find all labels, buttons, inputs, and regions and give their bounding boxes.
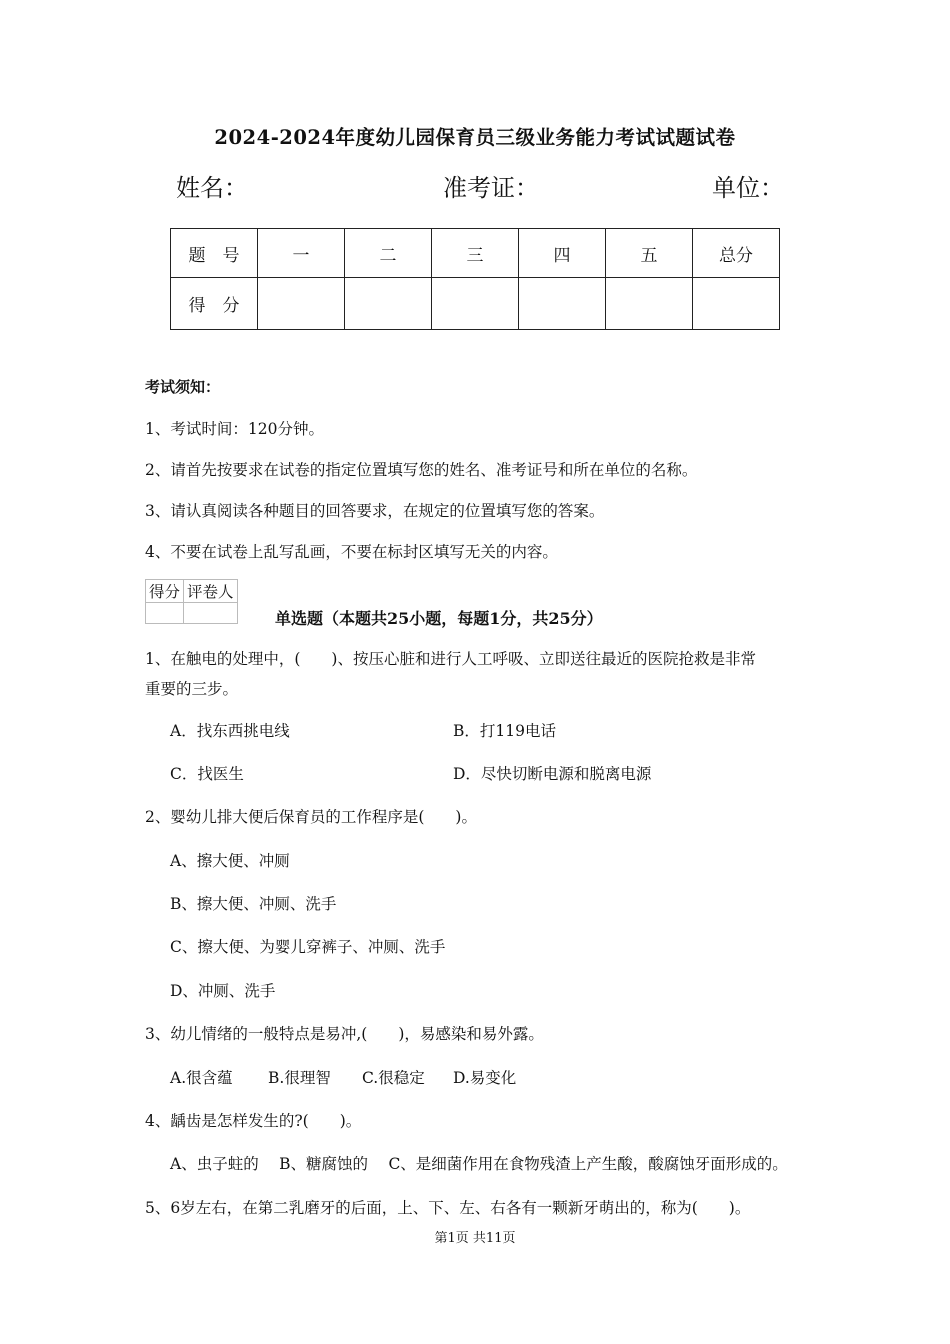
score-table bbox=[170, 228, 780, 330]
score-cell[interactable] bbox=[345, 278, 432, 330]
note-item: 4、不要在试卷上乱写乱画，不要在标封区填写无关的内容。 bbox=[145, 543, 558, 561]
note-item: 3、请认真阅读各种题目的回答要求，在规定的位置填写您的答案。 bbox=[145, 502, 605, 520]
score-cell[interactable] bbox=[693, 278, 780, 330]
score-header-cell: 四 bbox=[519, 229, 606, 278]
exam-number-field-label: 准考证： bbox=[443, 174, 539, 202]
score-cell[interactable] bbox=[432, 278, 519, 330]
grader-score-cell[interactable] bbox=[146, 603, 184, 624]
question-1-stem: 1、在触电的处理中，( )、按压心脏和进行人工呼吸、立即送往最近的医院抢救是非常 bbox=[145, 650, 756, 668]
grader-reviewer-cell[interactable] bbox=[184, 603, 238, 624]
question-5-stem: 5、6岁左右，在第二乳磨牙的后面，上、下、左、右各有一颗新牙萌出的，称为( )。 bbox=[145, 1199, 751, 1217]
question-4-stem: 4、龋齿是怎样发生的?( )。 bbox=[145, 1112, 362, 1130]
score-header-cell: 题 号 bbox=[171, 229, 258, 278]
question-3-option-a[interactable]: A.很含蕴 bbox=[170, 1069, 233, 1087]
question-1-option-a[interactable]: A．找东西挑电线 bbox=[170, 722, 290, 740]
notes-heading: 考试须知： bbox=[145, 378, 221, 396]
question-1-stem-cont: 重要的三步。 bbox=[145, 680, 239, 698]
grader-reviewer-label: 评卷人 bbox=[184, 580, 238, 603]
score-header-cell: 五 bbox=[606, 229, 693, 278]
grader-box bbox=[145, 579, 238, 624]
question-4-options[interactable]: A、虫子蛀的 B、糖腐蚀的 C、是细菌作用在食物残渣上产生酸，酸腐蚀牙面形成的。 bbox=[170, 1155, 788, 1173]
note-item: 2、请首先按要求在试卷的指定位置填写您的姓名、准考证号和所在单位的名称。 bbox=[145, 461, 698, 479]
unit-field-label: 单位： bbox=[712, 174, 784, 202]
score-row-label: 得 分 bbox=[171, 278, 258, 330]
page-title: 2024-2024年度幼儿园保育员三级业务能力考试试题试卷 bbox=[214, 126, 736, 149]
score-header-cell: 三 bbox=[432, 229, 519, 278]
question-1-option-d[interactable]: D．尽快切断电源和脱离电源 bbox=[453, 765, 652, 783]
question-2-stem: 2、婴幼儿排大便后保育员的工作程序是( )。 bbox=[145, 808, 477, 826]
score-header-cell: 总分 bbox=[693, 229, 780, 278]
question-3-option-b[interactable]: B.很理智 bbox=[268, 1069, 331, 1087]
score-cell[interactable] bbox=[606, 278, 693, 330]
question-1-option-c[interactable]: C．找医生 bbox=[170, 765, 244, 783]
page-footer: 第1页 共11页 bbox=[434, 1231, 516, 1246]
grader-score-label: 得分 bbox=[146, 580, 184, 603]
score-table-score-row bbox=[171, 278, 780, 330]
question-2-option-b[interactable]: B、擦大便、冲厕、洗手 bbox=[170, 895, 337, 913]
question-1-option-b[interactable]: B．打119电话 bbox=[453, 722, 556, 740]
question-3-stem: 3、幼儿情绪的一般特点是易冲,( )，易感染和易外露。 bbox=[145, 1025, 544, 1043]
name-field-label: 姓名： bbox=[176, 174, 248, 202]
score-cell[interactable] bbox=[519, 278, 606, 330]
question-2-option-a[interactable]: A、擦大便、冲厕 bbox=[170, 852, 290, 870]
score-table-header-row bbox=[171, 229, 780, 278]
question-3-option-c[interactable]: C.很稳定 bbox=[362, 1069, 425, 1087]
section-title: 单选题（本题共25小题，每题1分，共25分） bbox=[275, 609, 603, 628]
score-header-cell: 二 bbox=[345, 229, 432, 278]
question-3-option-d[interactable]: D.易变化 bbox=[453, 1069, 517, 1087]
score-header-cell: 一 bbox=[258, 229, 345, 278]
question-2-option-c[interactable]: C、擦大便、为婴儿穿裤子、冲厕、洗手 bbox=[170, 938, 446, 956]
note-item: 1、考试时间：120分钟。 bbox=[145, 420, 324, 438]
score-cell[interactable] bbox=[258, 278, 345, 330]
question-2-option-d[interactable]: D、冲厕、洗手 bbox=[170, 982, 276, 1000]
